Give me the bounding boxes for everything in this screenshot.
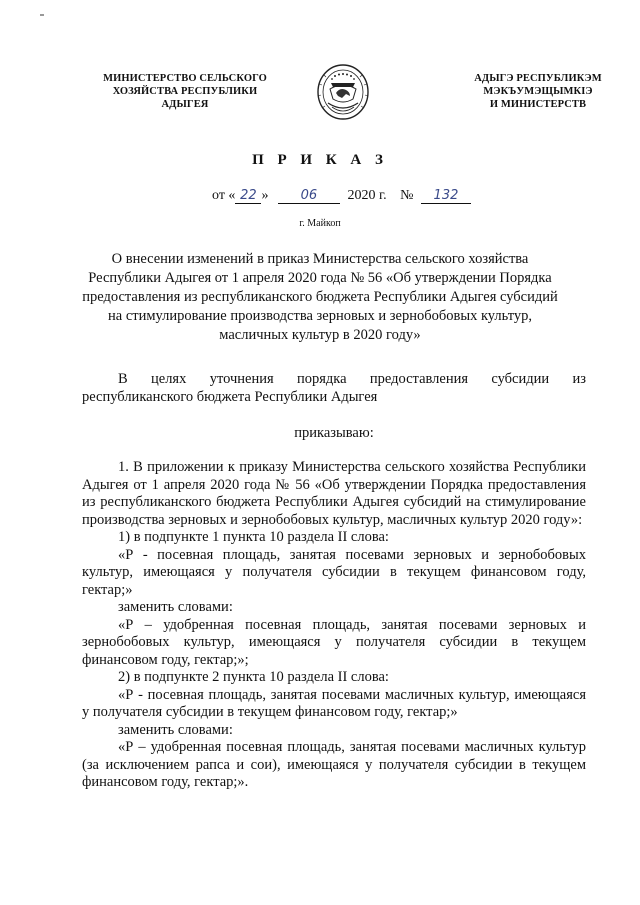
order-word: приказываю:	[294, 425, 374, 441]
body-paragraph-7: «Р - посевная площадь, занятая посевами масличных культур, имеющаяся у получателя субсидии в текущем финансовом году, гектар;»	[82, 686, 586, 720]
date-day: 22	[235, 189, 261, 204]
body-paragraph-4: заменить словами:	[118, 599, 233, 615]
header-left-line-3: АДЫГЕЯ	[161, 99, 209, 110]
preamble-line-1	[82, 371, 586, 389]
date-month: 06	[278, 189, 340, 204]
preamble-word: целях	[151, 371, 187, 387]
order-body	[82, 459, 586, 792]
preamble-word: из	[572, 371, 586, 387]
body-paragraph-9: «Р – удобренная посевная площадь, занятая посевами масличных культур (за исключением рапса и сои), имеющаяся у получателя субсидии в текущем финансовом году, гектар;».	[82, 739, 586, 790]
body-paragraph-1: 1. В приложении к приказу Министерства сельского хозяйства Республики Адыгея от 1 апреля 2020 года № 56 «Об утверждении Порядка предоставления из республиканского бюджета Республики Адыгея субсидий на стимулирование производства зерновых и зернобобовых культур, масличных культур 2020 году»:	[82, 459, 586, 528]
preamble-word: В	[118, 371, 128, 387]
order-number: 132	[421, 189, 471, 204]
header-left-line-1: МИНИСТЕРСТВО СЕЛЬСКОГО	[103, 73, 267, 84]
date-prefix: от «	[212, 188, 236, 203]
preamble-word: субсидии	[491, 371, 550, 387]
header-right-line-1: АДЫГЭ РЕСПУБЛИКЭМ	[474, 73, 602, 84]
order-subject: О внесении изменений в приказ Министерства сельского хозяйства Республики Адыгея от 1 апреля 2020 года № 56 «Об утверждении Порядка предоставления из республиканского бюджета Республики Адыгея субсидий на стимулирование производства зерновых и зернобобовых культур, масличных культур в 2020 году»	[82, 251, 558, 343]
preamble-word: уточнения	[209, 371, 274, 387]
preamble-word: порядка	[296, 371, 347, 387]
body-paragraph-8: заменить словами:	[118, 721, 233, 738]
header-left	[100, 72, 270, 111]
body-paragraph-5: «Р – удобренная посевная площадь, занятая посевами зерновых и зернобобовых культур, имеющаяся у получателя субсидии в текущем финансовом году, гектар;»;	[82, 616, 586, 668]
coat-of-arms-adygea-icon	[316, 63, 370, 121]
header-right	[468, 72, 608, 111]
header-right-line-2: МЭКЪУМЭЩЫМКІЭ	[483, 86, 593, 97]
preamble-word: предоставления	[369, 371, 469, 387]
scan-mark	[40, 14, 44, 16]
body-paragraph-6: 2) в подпункте 2 пункта 10 раздела II слова:	[118, 669, 389, 685]
date-year: 2020 г.	[347, 188, 387, 203]
header-right-line-3: И МИНИСТЕРСТВ	[489, 99, 587, 110]
date-quote-close: »	[261, 188, 269, 203]
number-label: №	[400, 188, 414, 203]
body-paragraph-2: 1) в подпункте 1 пункта 10 раздела II слова:	[118, 529, 389, 545]
date-number-line	[212, 188, 471, 204]
header-left-line-2: ХОЗЯЙСТВА РЕСПУБЛИКИ	[112, 86, 258, 97]
body-paragraph-3: «Р - посевная площадь, занятая посевами зерновых и зернобобовых культур, имеющаяся у получателя субсидии в текущем финансовом году, гектар;»	[82, 546, 586, 598]
preamble	[82, 371, 586, 406]
city: г. Майкоп	[299, 218, 341, 229]
preamble-line-2: республиканского бюджета Республики Адыгея	[82, 388, 378, 405]
document-title: П Р И К А З	[252, 152, 388, 168]
